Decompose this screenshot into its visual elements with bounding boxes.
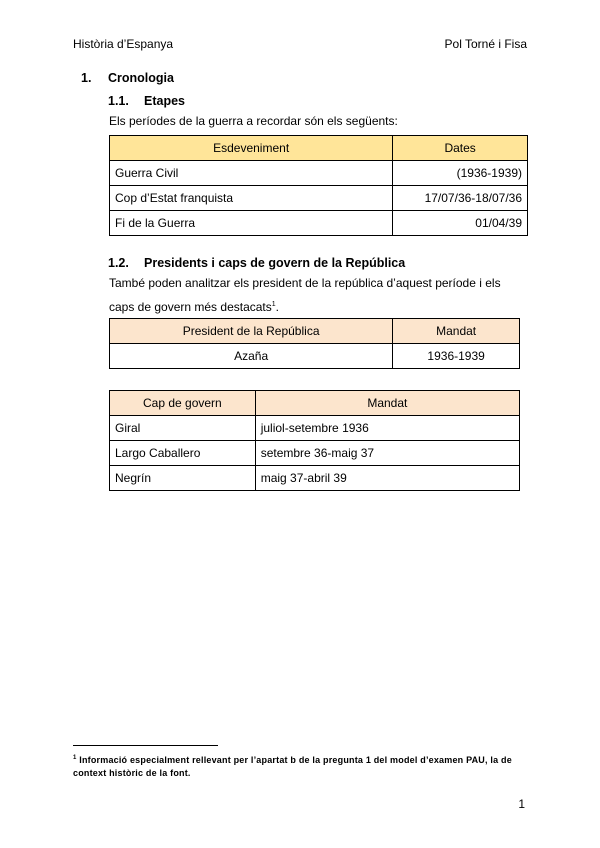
intro-line-2: caps de govern més destacats — [109, 300, 272, 314]
table-cell: Guerra Civil — [110, 161, 393, 186]
column-header: Mandat — [393, 319, 520, 344]
column-header: Cap de govern — [110, 391, 256, 416]
presidents-table — [109, 318, 520, 369]
table-cell: Azaña — [110, 344, 393, 369]
presidents-intro: També poden analitzar els president de la república d’aquest període i els caps de govern més destacats$^1$. — [109, 276, 501, 314]
table-row — [110, 344, 520, 369]
footnote-reference[interactable]: 1 — [271, 301, 276, 308]
page-number: 1 — [518, 797, 525, 811]
column-header: Mandat — [255, 391, 519, 416]
table-row — [110, 186, 528, 211]
table-cell: Negrín — [110, 466, 256, 491]
footnote-text: Informació especialment rellevant per l’apartat b de la pregunta 1 del model d’examen PAU, la de context històric de la font. — [73, 755, 512, 778]
subsection-number: 1.2. — [108, 256, 129, 270]
table-row — [110, 416, 520, 441]
table-cell: Giral — [110, 416, 256, 441]
footnote-mark: 1 — [73, 755, 77, 761]
column-header: Esdeveniment — [110, 136, 393, 161]
table-cell: 17/07/36-18/07/36 — [393, 186, 528, 211]
table-row — [110, 441, 520, 466]
column-header: President de la República — [110, 319, 393, 344]
table-cell: maig 37-abril 39 — [255, 466, 519, 491]
header-author: Pol Torné i Fisa — [444, 37, 527, 51]
subsection-title: Presidents i caps de govern de la República — [144, 256, 406, 270]
footnote — [73, 752, 533, 780]
subsection-heading-etapes — [108, 94, 185, 108]
subsection-number: 1.1. — [108, 94, 129, 108]
section-heading-cronologia — [81, 71, 174, 85]
section-number: 1. — [81, 71, 92, 85]
intro-line-1: També poden analitzar els president de la república d’aquest període i els — [109, 276, 501, 290]
etapes-table — [109, 135, 528, 236]
table-header-row — [110, 319, 520, 344]
column-header: Dates — [393, 136, 528, 161]
header-document-title: Història d’Espanya — [73, 37, 174, 51]
subsection-title: Etapes — [144, 94, 185, 108]
table-header-row — [110, 391, 520, 416]
table-header-row — [110, 136, 528, 161]
table-cell: Largo Caballero — [110, 441, 256, 466]
table-row — [110, 211, 528, 236]
govern-table — [109, 390, 520, 491]
subsection-heading-presidents — [108, 256, 405, 270]
table-cell: 1936-1939 — [393, 344, 520, 369]
table-cell: (1936-1939) — [393, 161, 528, 186]
section-title: Cronologia — [108, 71, 174, 85]
table-cell: Cop d’Estat franquista — [110, 186, 393, 211]
table-cell: setembre 36-maig 37 — [255, 441, 519, 466]
footnote-separator — [73, 745, 218, 746]
table-cell: juliol-setembre 1936 — [255, 416, 519, 441]
table-cell: 01/04/39 — [393, 211, 528, 236]
table-row — [110, 161, 528, 186]
etapes-intro: Els períodes de la guerra a recordar són els següents: — [109, 114, 398, 128]
table-cell: Fi de la Guerra — [110, 211, 393, 236]
table-row — [110, 466, 520, 491]
